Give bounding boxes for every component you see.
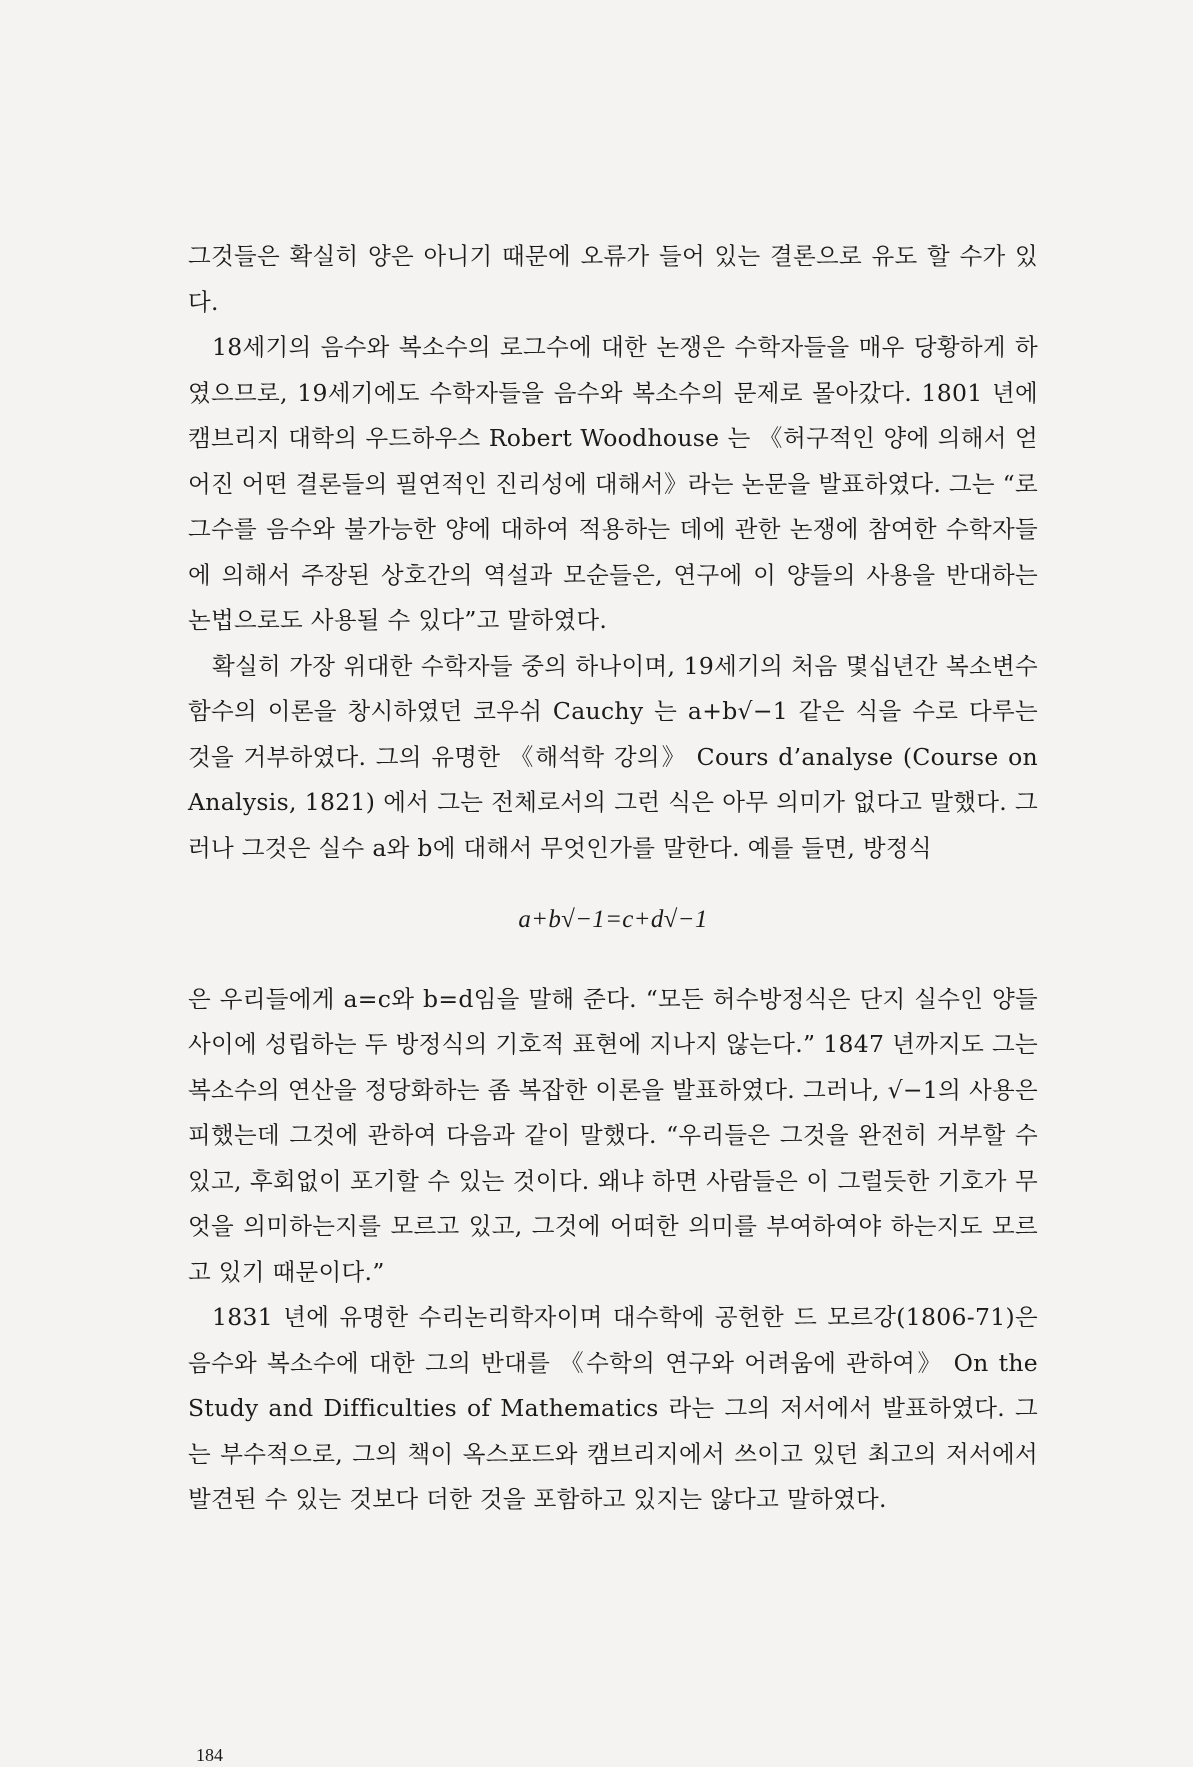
equation: a+b√−1=c+d√−1 <box>518 906 708 933</box>
page-number: 184 <box>196 1745 223 1765</box>
paragraph: 그것들은 확실히 양은 아니기 때문에 오류가 들어 있는 결론으로 유도 할 수가 있다. <box>188 242 1038 316</box>
paragraph: 확실히 가장 위대한 수학자들 중의 하나이며, 19세기의 처음 몇십년간 복소변수함수의 이론을 창시하였던 코우쉬 Cauchy 는 a+b√−1 같은 식을 수로 다루는 것을 거부하였다. 그의 유명한 《해석학 강의》 Cours d’analyse (Course on Analysis, 1821) 에서 그는 전체로서의 그런 식은 아무 의미가 없다고 말했다. 그러나 그것은 실수 a와 b에 대해서 무엇인가를 말한다. 예를 들면, 방정식 <box>188 651 1038 862</box>
paragraph: 18세기의 음수와 복소수의 로그수에 대한 논쟁은 수학자들을 매우 당황하게 하였으므로, 19세기에도 수학자들을 음수와 복소수의 문제로 몰아갔다. 1801 년에 캠브리지 대학의 우드하우스 Robert Woodhouse 는 《허구적인 양에 의해서 얻어진 어떤 결론들의 필연적인 진리성에 대해서》라는 논문을 발표하였다. 그는 “로그수를 음수와 불가능한 양에 대하여 적용하는 데에 관한 논쟁에 참여한 수학자들에 의해서 주장된 상호간의 역설과 모순들은, 연구에 이 양들의 사용을 반대하는 논법으로도 사용될 수 있다”고 말하였다. <box>188 333 1038 634</box>
body-text <box>188 234 1038 1523</box>
paragraph: 은 우리들에게 a=c와 b=d임을 말해 준다. “모든 허수방정식은 단지 실수인 양들 사이에 성립하는 두 방정식의 기호적 표현에 지나지 않는다.” 1847 년까지도 그는 복소수의 연산을 정당화하는 좀 복잡한 이론을 발표하였다. 그러나, √−1의 사용은 피했는데 그것에 관하여 다음과 같이 말했다. “우리들은 그것을 완전히 거부할 수 있고, 후회없이 포기할 수 있는 것이다. 왜냐 하면 사람들은 이 그럴듯한 기호가 무엇을 의미하는지를 모르고 있고, 그것에 어떠한 의미를 부여하여야 하는지도 모르고 있기 때문이다.” <box>188 984 1038 1286</box>
paragraph: 1831 년에 유명한 수리논리학자이며 대수학에 공헌한 드 모르강(1806-71)은 음수와 복소수에 대한 그의 반대를 《수학의 연구와 어려움에 관하여》 On the Study and Difficulties of Mathematics 라는 그의 저서에서 발표하였다. 그는 부수적으로, 그의 책이 옥스포드와 캠브리지에서 쓰이고 있던 최고의 저서에서 발견된 수 있는 것보다 더한 것을 포함하고 있지는 않다고 말하였다. <box>188 1303 1038 1513</box>
